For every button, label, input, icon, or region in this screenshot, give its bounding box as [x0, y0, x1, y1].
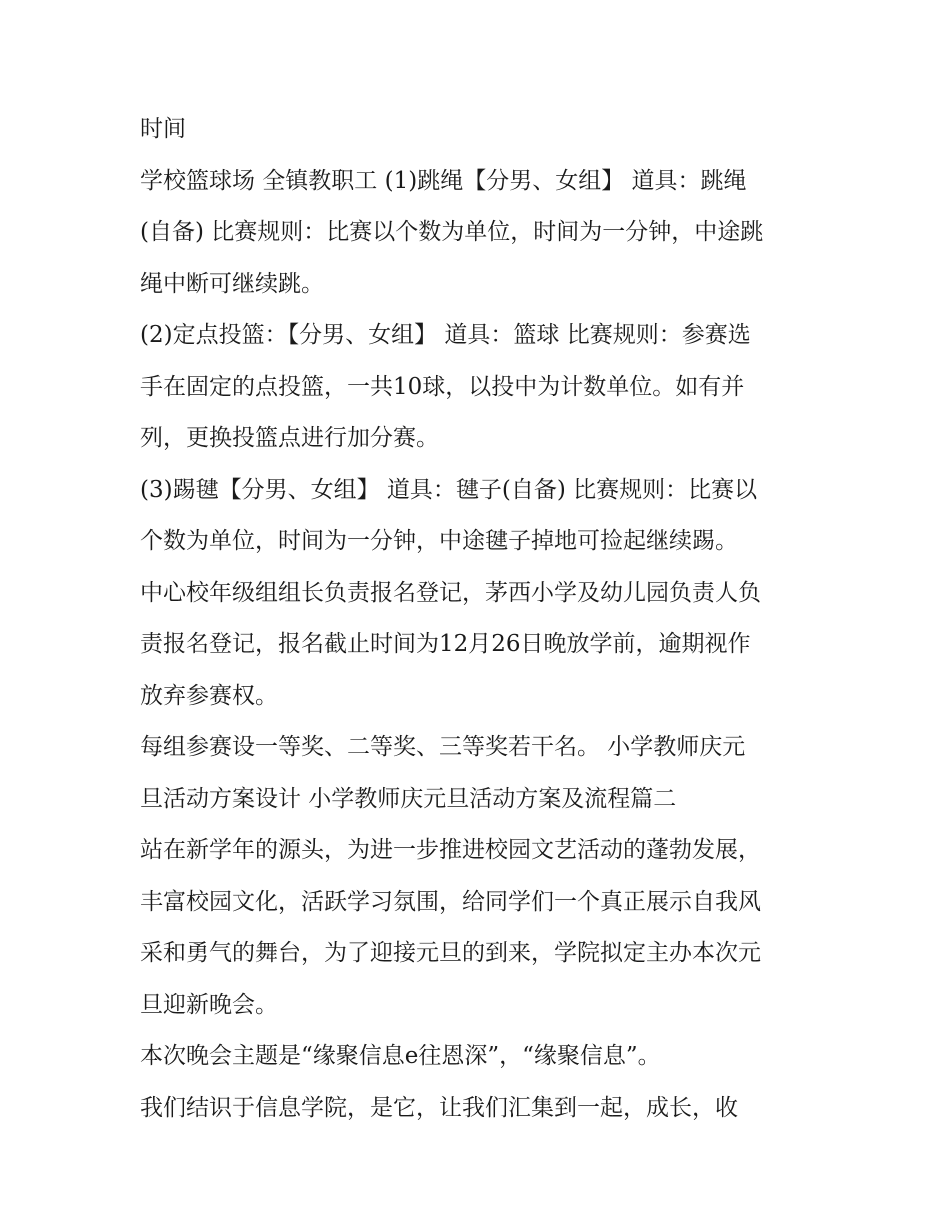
text-line: 丰富校园文化，活跃学习氛围，给同学们一个真正展示自我风 [140, 888, 761, 915]
text-line: 放弃参赛权。 [140, 682, 278, 709]
text-line: 列，更换投篮点进行加分赛。 [140, 425, 439, 451]
text-line: (自备) 比赛规则：比赛以个数为单位，时间为一分钟，中途跳 [140, 219, 764, 245]
text-line: 绳中断可继续跳。 [140, 270, 324, 297]
text-line: 中心校年级组组长负责报名登记，茅西小学及幼儿园负责人负 [140, 579, 761, 606]
text-line: (2)定点投篮：【分男、女组】 道具：篮球 比赛规则：参赛选 [140, 322, 751, 348]
text-line: 时间 [140, 116, 186, 142]
text-line: 手在固定的点投篮，一共10球，以投中为计数单位。如有并 [140, 373, 745, 400]
document-body [140, 108, 820, 1138]
text-line: 本次晚会主题是“缘聚信息e往恩深”，“缘聚信息”。 [140, 1043, 661, 1069]
text-line: 责报名登记，报名截止时间为12月26日晚放学前，逾期视作 [140, 631, 751, 657]
text-line: 旦迎新晚会。 [140, 991, 278, 1018]
text-line: 站在新学年的源头，为进一步推进校园文艺活动的蓬勃发展， [140, 837, 761, 863]
text-line: 采和勇气的舞台，为了迎接元旦的到来，学院拟定主办本次元 [140, 940, 761, 966]
text-line: 我们结识于信息学院，是它，让我们汇集到一起，成长，收 [140, 1094, 738, 1121]
text-line: 个数为单位，时间为一分钟，中途毽子掉地可捡起继续踢。 [140, 528, 738, 554]
text-line: (3)踢毽【分男、女组】 道具：毽子(自备) 比赛规则：比赛以 [140, 476, 758, 503]
text-line: 每组参赛设一等奖、二等奖、三等奖若干名。 小学教师庆元 [140, 734, 746, 760]
text-line: 学校篮球场 全镇教职工 (1)跳绳【分男、女组】 道具：跳绳 [140, 167, 747, 194]
text-line: 旦活动方案设计 小学教师庆元旦活动方案及流程篇二 [140, 785, 677, 812]
